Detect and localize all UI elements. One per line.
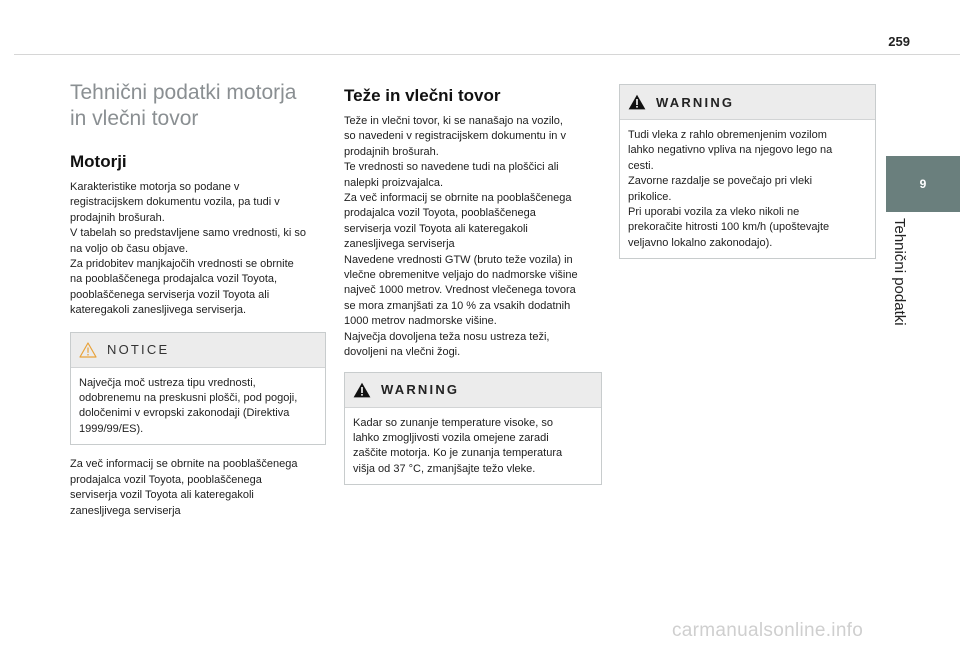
- notice-header: [71, 333, 325, 368]
- chapter-tab[interactable]: [886, 156, 960, 212]
- watermark: carmanualsonline.info: [672, 620, 864, 641]
- notice-box: [70, 332, 326, 446]
- chapter-tab-number: 9: [919, 177, 927, 191]
- section-title-motorji: Motorji: [70, 152, 127, 171]
- warning-body-right: Tudi vleka z rahlo obremenjenim vozilom lahko negativno vpliva na njegovo lego na cesti. Zavorne razdalje se povečajo pri vleki prikolice. Pri uporabi vozila za vleko nikoli ne prekoračite hitrosti 100 km/h (upoštevajte veljavno lokalno zakonodajo).: [628, 129, 833, 249]
- warning-body-wrap-right: [620, 120, 875, 258]
- chapter-label: Tehnični podatki: [891, 218, 908, 326]
- column-right: [619, 84, 876, 259]
- notice-triangle-icon: [79, 342, 97, 358]
- after-notice-text: Za več informacij se obrnite na pooblaščenega prodajalca vozil Toyota, pooblaščenega serviserja vozil Toyota ali kateregakoli zanesljivega serviserja: [70, 458, 298, 517]
- warning-header-middle: [345, 373, 601, 408]
- column-middle: [344, 86, 602, 485]
- top-rule: [14, 54, 960, 55]
- page-title: Tehnični podatki motorja in vlečni tovor: [70, 81, 297, 130]
- warning-box-right: [619, 84, 876, 259]
- warning-body-middle: Kadar so zunanje temperature visoke, so lahko zmogljivosti vozila omejene zaradi zaščite motorja. Ko je zunanja temperatura višja od 37 °C, zmanjšajte težo vleke.: [353, 416, 563, 475]
- warning-triangle-icon: [628, 94, 646, 110]
- notice-body-wrap: [71, 368, 325, 445]
- warning-body-wrap-middle: [345, 408, 601, 485]
- section-title-teze: Teže in vlečni tovor: [344, 86, 501, 105]
- teze-body: Teže in vlečni tovor, ki se nanašajo na vozilo, so navedeni v registracijskem dokumentu in v prodajnih brošurah. Te vrednosti so navedene tudi na ploščici ali nalepki proizvajalca. Za več informacij se obrnite na pooblaščenega prodajalca vozil Toyota, pooblaščenega serviserja vozil Toyota ali kateregakoli zanesljivega serviserja Navedene vrednosti GTW (bruto teže vozila) in vlečne obremenitve veljajo do nadmorske višine največ 1000 metrov. Vrednost vlečenega tovora se mora zmanjšati za 10 % za vsakih dodatnih 1000 metrov nadmorske višine. Največja dovoljena teža nosu ustreza teži, dovoljeni na vlečni žogi.: [344, 115, 578, 359]
- page-number: 259: [888, 34, 910, 49]
- notice-title: NOTICE: [107, 342, 170, 358]
- warning-title-middle: WARNING: [381, 382, 460, 397]
- notice-body: Največja moč ustreza tipu vrednosti, odobrenemu na preskusni plošči, pod pogoji, določenimi v evropski zakonodaji (Direktiva 1999/99/ES).: [79, 376, 298, 435]
- motorji-body: Karakteristike motorja so podane v registracijskem dokumentu vozila, pa tudi v prodajnih brošurah. V tabelah so predstavljene samo vrednosti, ki so na voljo ob času objave. Za pridobitev manjkajočih vrednosti se obrnite na pooblaščenega prodajalca vozil Toyota, pooblaščenega serviserja vozil Toyota ali kateregakoli zanesljivega serviserja.: [70, 181, 307, 317]
- warning-header-right: [620, 85, 875, 120]
- warning-box-middle: [344, 372, 602, 486]
- warning-triangle-icon: [353, 382, 371, 398]
- column-left: [70, 80, 326, 519]
- warning-title-right: WARNING: [656, 94, 735, 110]
